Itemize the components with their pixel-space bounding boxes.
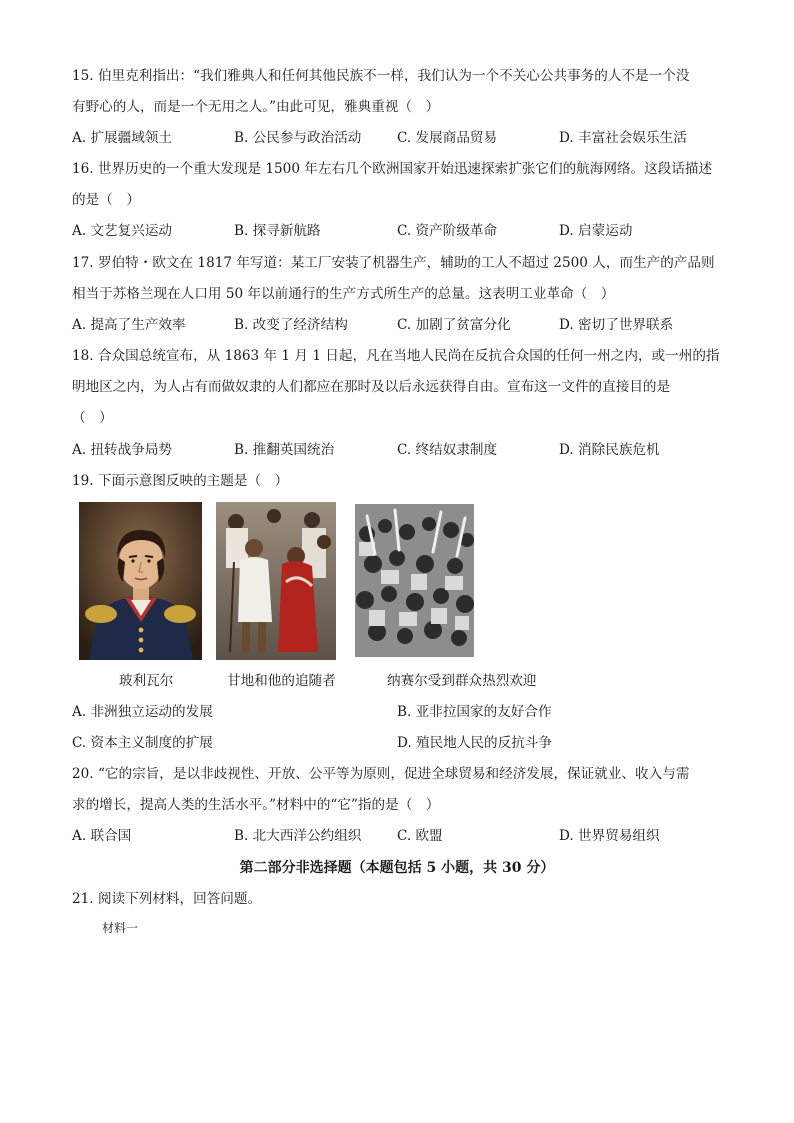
gandhi-followers-image (216, 502, 336, 660)
q18-option-d: D. 消除民族危机 (559, 442, 660, 458)
q15-option-b: B. 公民参与政治活动 (234, 130, 362, 146)
q17-option-c: C. 加剧了贫富分化 (397, 317, 511, 333)
q20-option-b: B. 北大西洋公约组织 (234, 828, 362, 844)
q21-line-1: 21. 阅读下列材料，回答问题。 (72, 891, 262, 907)
q20-line-1: 20. “它的宗旨，是以非歧视性、开放、公平等为原则，促进全球贸易和经济发展，保证就业、收入与需 (72, 766, 690, 782)
q20-option-d: D. 世界贸易组织 (559, 828, 660, 844)
q18-line-2: 明地区之内，为人占有而做奴隶的人们都应在那时及以后永远获得自由。宣布这一文件的直接目的是 (72, 379, 671, 395)
q17-option-d: D. 密切了世界联系 (559, 317, 674, 333)
q15-option-a: A. 扩展疆域领土 (72, 130, 173, 146)
q17-option-a: A. 提高了生产效率 (72, 317, 186, 333)
q18-line-3: （ ） (72, 410, 113, 426)
q15-line-2: 有野心的人，而是一个无用之人。”由此可见，雅典重视（ ） (72, 99, 440, 115)
caption-gandhi: 甘地和他的追随者 (227, 673, 336, 689)
q16-line-1: 16. 世界历史的一个重大发现是 1500 年左右几个欧洲国家开始迅速探索扩张它们的航海网络。这段话描述 (72, 161, 713, 177)
q18-option-c: C. 终结奴隶制度 (397, 442, 498, 458)
q16-line-2: 的是（ ） (72, 192, 140, 208)
q16-option-a: A. 文艺复兴运动 (72, 223, 173, 239)
q19-option-a: A. 非洲独立运动的发展 (72, 704, 213, 720)
q19-option-b: B. 亚非拉国家的友好合作 (397, 704, 552, 720)
q16-option-d: D. 启蒙运动 (559, 223, 633, 239)
q18-option-b: B. 推翻英国统治 (234, 442, 335, 458)
q17-line-2: 相当于苏格兰现在人口用 50 年以前通行的生产方式所生产的总量。这表明工业革命（ ） (72, 286, 615, 302)
caption-bolivar: 玻利瓦尔 (119, 673, 174, 689)
nasser-crowd-image (355, 504, 474, 657)
q15-line-1: 15. 伯里克利指出：“我们雅典人和任何其他民族不一样，我们认为一个不关心公共事务的人不是一个没 (72, 68, 690, 84)
q20-line-2: 求的增长，提高人类的生活水平。”材料中的“它”指的是（ ） (72, 797, 440, 813)
q18-option-a: A. 扭转战争局势 (72, 442, 173, 458)
material-1-label: 材料一 (102, 921, 139, 935)
q18-line-1: 18. 合众国总统宣布，从 1863 年 1 月 1 日起，凡在当地人民尚在反抗合众国的任何一州之内，或一州的指 (72, 348, 720, 364)
section-2-title: 第二部分非选择题（本题包括 5 小题，共 30 分） (239, 860, 555, 876)
q19-option-d: D. 殖民地人民的反抗斗争 (397, 735, 552, 751)
bolivar-portrait-image (79, 502, 202, 660)
q15-option-c: C. 发展商品贸易 (397, 130, 498, 146)
q20-option-a: A. 联合国 (72, 828, 132, 844)
q15-option-d: D. 丰富社会娱乐生活 (559, 130, 687, 146)
q16-option-b: B. 探寻新航路 (234, 223, 321, 239)
q20-option-c: C. 欧盟 (397, 828, 443, 844)
caption-nasser: 纳赛尔受到群众热烈欢迎 (387, 673, 537, 689)
q17-option-b: B. 改变了经济结构 (234, 317, 348, 333)
q19-line-1: 19. 下面示意图反映的主题是（ ） (72, 473, 289, 489)
q16-option-c: C. 资产阶级革命 (397, 223, 498, 239)
q17-line-1: 17. 罗伯特・欧文在 1817 年写道：某工厂安装了机器生产，辅助的工人不超过 2500 人，而生产的产品则 (72, 255, 715, 271)
q19-option-c: C. 资本主义制度的扩展 (72, 735, 213, 751)
